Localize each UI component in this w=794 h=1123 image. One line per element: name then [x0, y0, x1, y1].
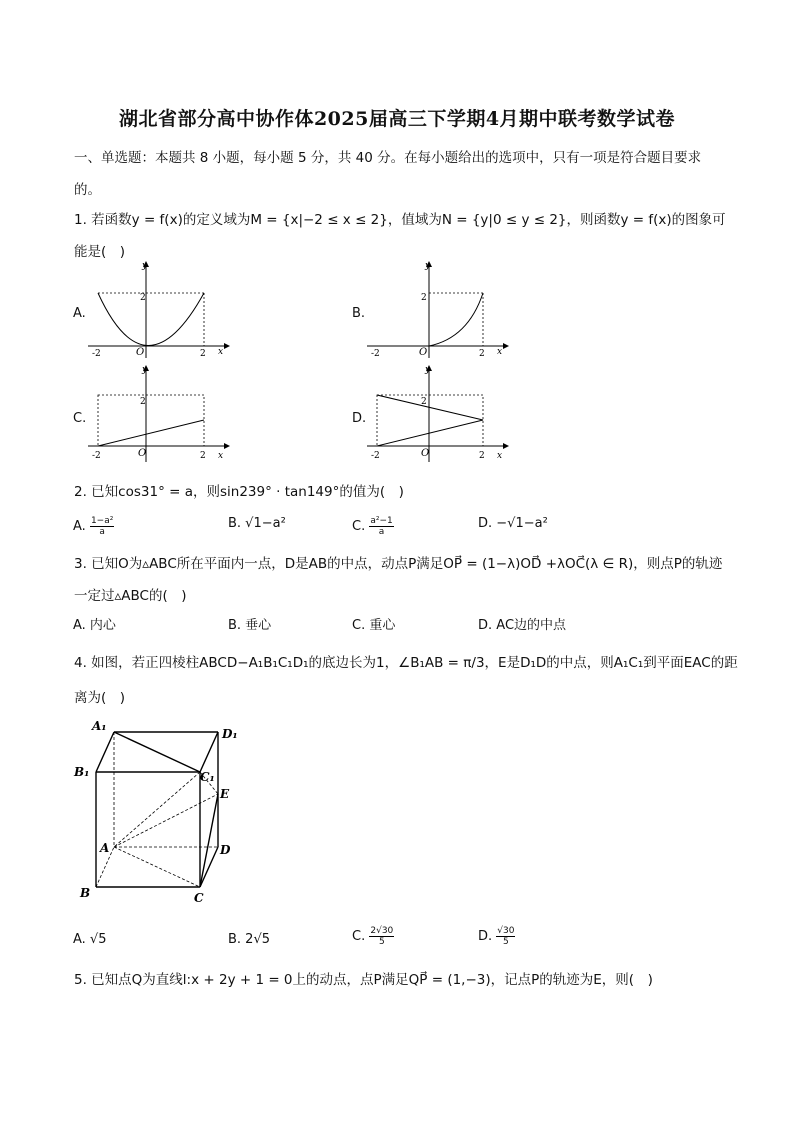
q4-option-d-label: D. — [478, 929, 493, 944]
q2-option-a-fraction — [90, 516, 114, 537]
q1-graph-c-origin: O — [138, 448, 147, 459]
q1-graph-b-y2: 2 — [421, 293, 427, 303]
q3-option-c: C. 重心 — [352, 618, 396, 633]
q1-graph-b-x-label: x — [497, 347, 503, 357]
question-1-stem-cont: 能是( ) — [74, 244, 126, 260]
q1-graph-b-neg2: -2 — [371, 349, 380, 359]
q1-graph-d-y2: 2 — [421, 397, 427, 407]
q4-label-a: A — [100, 841, 110, 855]
question-5-stem: 5. 已知点Q为直线l:x + 2y + 1 = 0上的动点，点P满足QP⃗ = (1,−3)，记点P的轨迹为E，则( ) — [74, 972, 653, 988]
q2-option-d: D. −√1−a² — [478, 516, 548, 531]
q1-option-b-label: B. — [352, 306, 366, 321]
q2-option-a-denominator: a — [99, 527, 105, 537]
q1-graph-a-y-label: y — [142, 261, 148, 271]
q1-graph-d-2: 2 — [479, 451, 485, 461]
q2-option-c — [352, 516, 394, 537]
q4-label-b1: B₁ — [74, 765, 90, 779]
q1-graph-d-neg2: -2 — [371, 451, 380, 461]
question-2-stem: 2. 已知cos31° = a，则sin239° · tan149°的值为( ) — [74, 484, 404, 500]
q3-option-b: B. 垂心 — [228, 618, 272, 633]
section-instructions-cont: 的。 — [74, 182, 101, 198]
q3-option-a: A. 内心 — [73, 618, 116, 633]
q1-graph-c-2: 2 — [200, 451, 206, 461]
q2-option-a-label: A. — [73, 519, 86, 534]
q4-label-a1: A₁ — [92, 719, 107, 733]
q2-option-c-denominator: a — [378, 527, 385, 537]
q1-graph-a-y2: 2 — [140, 293, 146, 303]
q4-option-d-denominator: 5 — [503, 937, 509, 947]
q4-option-d-fraction — [496, 926, 515, 947]
q4-option-b: B. 2√5 — [228, 932, 271, 947]
q3-option-d: D. AC边的中点 — [478, 618, 567, 633]
q4-prism-figure — [70, 712, 260, 912]
q1-graph-b — [363, 258, 513, 363]
question-4-stem: 4. 如图，若正四棱柱ABCD−A₁B₁C₁D₁的底边长为1，∠B₁AB = π/3，E是D₁D的中点，则A₁C₁到平面EAC的距 — [74, 655, 738, 671]
q4-label-c: C — [194, 891, 204, 905]
q1-graph-c — [84, 362, 234, 467]
question-1-stem: 1. 若函数y = f(x)的定义域为M = {x|−2 ≤ x ≤ 2}，值域为N = {y|0 ≤ y ≤ 2}，则函数y = f(x)的图象可 — [74, 212, 726, 228]
q2-option-c-fraction — [369, 516, 393, 537]
q1-option-d-label: D. — [352, 411, 367, 426]
q1-graph-b-origin: O — [419, 347, 428, 358]
section-instructions: 一、单选题：本题共 8 小题，每小题 5 分，共 40 分。在每小题给出的选项中，只有一项是符合题目要求 — [74, 150, 702, 166]
q1-graph-b-2: 2 — [479, 349, 485, 359]
q4-option-c — [352, 926, 394, 947]
q4-option-d-numerator: √30 — [497, 926, 515, 936]
q2-option-a-numerator: 1−a² — [90, 516, 114, 526]
q4-option-d — [478, 926, 515, 947]
q4-option-a: A. √5 — [73, 932, 107, 947]
q1-graph-a-2: 2 — [200, 349, 206, 359]
q4-option-c-fraction — [369, 926, 394, 947]
q2-option-b: B. √1−a² — [228, 516, 286, 531]
q4-label-c1: C₁ — [200, 770, 215, 784]
q1-graph-b-y-label: y — [425, 261, 431, 271]
question-3-stem-cont: 一定过▵ABC的( ) — [74, 588, 187, 604]
q4-label-e: E — [220, 787, 230, 801]
q4-option-c-label: C. — [352, 929, 366, 944]
q1-graph-c-y-label: y — [142, 365, 148, 375]
q4-label-d1: D₁ — [222, 727, 238, 741]
q1-graph-c-y2: 2 — [140, 397, 146, 407]
q1-graph-a-origin: O — [136, 347, 145, 358]
q4-label-d: D — [220, 843, 231, 857]
q1-graph-d-x-label: x — [497, 451, 503, 461]
q2-option-c-numerator: a²−1 — [370, 516, 393, 526]
question-3-stem: 3. 已知O为▵ABC所在平面内一点，D是AB的中点，动点P满足OP⃗ = (1−λ)OD⃗ +λOC⃗(λ ∈ R)，则点P的轨迹 — [74, 556, 723, 572]
q1-graph-d-origin: O — [421, 448, 430, 459]
q4-label-b: B — [80, 886, 91, 900]
q4-option-c-numerator: 2√30 — [370, 926, 394, 936]
q2-option-c-label: C. — [352, 519, 366, 534]
q1-graph-a — [84, 258, 234, 363]
question-4-stem-cont: 离为( ) — [74, 690, 126, 706]
q1-graph-d — [363, 362, 513, 467]
q1-graph-a-neg2: -2 — [92, 349, 101, 359]
q1-graph-d-y-label: y — [425, 365, 431, 375]
q2-option-a — [73, 516, 114, 537]
q1-graph-a-x-label: x — [218, 347, 224, 357]
page-title: 湖北省部分高中协作体2025届高三下学期4月期中联考数学试卷 — [118, 108, 676, 130]
q1-option-a-label: A. — [73, 306, 86, 321]
q1-graph-c-x-label: x — [218, 451, 224, 461]
q1-option-c-label: C. — [73, 411, 87, 426]
q1-graph-c-neg2: -2 — [92, 451, 101, 461]
q4-option-c-denominator: 5 — [378, 937, 385, 947]
